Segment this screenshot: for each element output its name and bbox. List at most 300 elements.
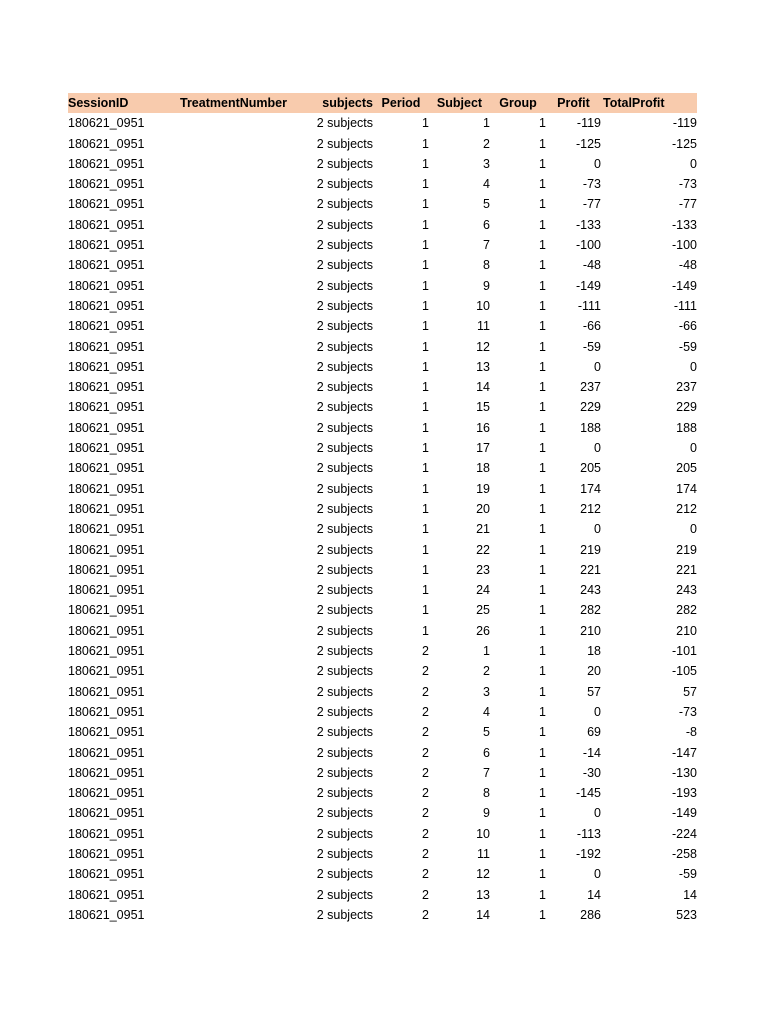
cell-group[interactable]: 1 xyxy=(539,177,546,192)
cell-treatment-number[interactable] xyxy=(179,458,305,478)
cell-period[interactable]: 1 xyxy=(422,501,429,516)
cell-subject[interactable]: 6 xyxy=(483,217,490,232)
cell-treatment-number[interactable] xyxy=(179,864,305,884)
header-period[interactable]: Period xyxy=(381,96,421,110)
cell-group[interactable]: 1 xyxy=(539,887,546,902)
cell-subjects[interactable]: 2 subjects xyxy=(316,846,373,861)
cell-treatment-number[interactable] xyxy=(179,357,305,377)
cell-treatment-number[interactable] xyxy=(179,499,305,519)
cell-treatment-number[interactable] xyxy=(179,235,305,255)
cell-profit[interactable]: -125 xyxy=(575,136,601,151)
header-profit[interactable]: Profit xyxy=(557,96,590,110)
cell-subjects[interactable]: 2 subjects xyxy=(316,644,373,659)
cell-period[interactable]: 1 xyxy=(422,339,429,354)
cell-subjects[interactable]: 2 subjects xyxy=(316,217,373,232)
cell-profit[interactable]: -59 xyxy=(582,339,601,354)
cell-subjects[interactable]: 2 subjects xyxy=(316,116,373,131)
cell-period[interactable]: 2 xyxy=(422,745,429,760)
cell-total-profit[interactable]: 57 xyxy=(683,684,697,699)
cell-subjects[interactable]: 2 subjects xyxy=(316,339,373,354)
cell-group[interactable]: 1 xyxy=(539,380,546,395)
cell-treatment-number[interactable] xyxy=(179,743,305,763)
cell-session-id[interactable]: 180621_0951 xyxy=(68,725,145,740)
cell-session-id[interactable]: 180621_0951 xyxy=(68,603,145,618)
cell-profit[interactable]: -113 xyxy=(576,826,601,841)
cell-period[interactable]: 1 xyxy=(422,298,429,313)
cell-treatment-number[interactable] xyxy=(179,621,305,641)
cell-profit[interactable]: 229 xyxy=(580,400,601,415)
cell-profit[interactable]: 0 xyxy=(594,806,601,821)
cell-period[interactable]: 2 xyxy=(422,664,429,679)
cell-subject[interactable]: 1 xyxy=(483,116,490,131)
cell-subjects[interactable]: 2 subjects xyxy=(316,725,373,740)
cell-total-profit[interactable]: -77 xyxy=(678,197,697,212)
cell-subject[interactable]: 9 xyxy=(483,278,490,293)
cell-group[interactable]: 1 xyxy=(539,400,546,415)
cell-session-id[interactable]: 180621_0951 xyxy=(68,562,145,577)
cell-subject[interactable]: 6 xyxy=(483,745,490,760)
cell-period[interactable]: 1 xyxy=(422,461,429,476)
cell-subjects[interactable]: 2 subjects xyxy=(316,826,373,841)
cell-period[interactable]: 1 xyxy=(422,217,429,232)
header-treatment-number[interactable]: TreatmentNumber xyxy=(180,96,287,110)
cell-subjects[interactable]: 2 subjects xyxy=(316,481,373,496)
cell-group[interactable]: 1 xyxy=(539,684,546,699)
cell-total-profit[interactable]: -224 xyxy=(671,826,697,841)
cell-profit[interactable]: 20 xyxy=(587,664,601,679)
cell-treatment-number[interactable] xyxy=(179,255,305,275)
cell-period[interactable]: 1 xyxy=(422,583,429,598)
cell-subject[interactable]: 1 xyxy=(483,644,490,659)
cell-treatment-number[interactable] xyxy=(179,397,305,417)
cell-profit[interactable]: -77 xyxy=(582,197,601,212)
cell-session-id[interactable]: 180621_0951 xyxy=(68,745,145,760)
cell-treatment-number[interactable] xyxy=(179,763,305,783)
cell-profit[interactable]: -66 xyxy=(582,319,601,334)
cell-period[interactable]: 1 xyxy=(422,441,429,456)
cell-session-id[interactable]: 180621_0951 xyxy=(68,441,145,456)
cell-period[interactable]: 1 xyxy=(422,258,429,273)
cell-profit[interactable]: -145 xyxy=(575,786,601,801)
cell-total-profit[interactable]: -119 xyxy=(672,116,697,131)
cell-group[interactable]: 1 xyxy=(539,644,546,659)
cell-total-profit[interactable]: 229 xyxy=(676,400,697,415)
cell-total-profit[interactable]: 0 xyxy=(690,441,697,456)
cell-session-id[interactable]: 180621_0951 xyxy=(68,684,145,699)
cell-total-profit[interactable]: 0 xyxy=(690,156,697,171)
cell-session-id[interactable]: 180621_0951 xyxy=(68,400,145,415)
cell-subject[interactable]: 4 xyxy=(483,704,490,719)
cell-period[interactable]: 1 xyxy=(422,359,429,374)
cell-treatment-number[interactable] xyxy=(179,337,305,357)
cell-treatment-number[interactable] xyxy=(179,377,305,397)
cell-group[interactable]: 1 xyxy=(539,441,546,456)
cell-group[interactable]: 1 xyxy=(539,745,546,760)
cell-group[interactable]: 1 xyxy=(539,562,546,577)
cell-subject[interactable]: 4 xyxy=(483,177,490,192)
cell-treatment-number[interactable] xyxy=(179,824,305,844)
cell-profit[interactable]: 286 xyxy=(580,907,601,922)
cell-total-profit[interactable]: 282 xyxy=(676,603,697,618)
cell-session-id[interactable]: 180621_0951 xyxy=(68,420,145,435)
cell-period[interactable]: 1 xyxy=(422,623,429,638)
cell-group[interactable]: 1 xyxy=(539,278,546,293)
cell-period[interactable]: 1 xyxy=(422,481,429,496)
cell-profit[interactable]: 0 xyxy=(594,359,601,374)
cell-subject[interactable]: 20 xyxy=(476,501,490,516)
cell-group[interactable]: 1 xyxy=(539,867,546,882)
cell-period[interactable]: 1 xyxy=(422,136,429,151)
cell-subjects[interactable]: 2 subjects xyxy=(316,684,373,699)
cell-treatment-number[interactable] xyxy=(179,905,305,925)
cell-total-profit[interactable]: -111 xyxy=(673,298,697,313)
cell-treatment-number[interactable] xyxy=(179,479,305,499)
cell-profit[interactable]: 0 xyxy=(594,704,601,719)
cell-subject[interactable]: 13 xyxy=(476,887,490,902)
cell-subjects[interactable]: 2 subjects xyxy=(316,745,373,760)
cell-subject[interactable]: 10 xyxy=(476,298,490,313)
cell-group[interactable]: 1 xyxy=(539,826,546,841)
cell-period[interactable]: 1 xyxy=(422,238,429,253)
cell-subject[interactable]: 7 xyxy=(483,238,490,253)
cell-subjects[interactable]: 2 subjects xyxy=(316,136,373,151)
cell-session-id[interactable]: 180621_0951 xyxy=(68,501,145,516)
cell-group[interactable]: 1 xyxy=(539,765,546,780)
cell-subjects[interactable]: 2 subjects xyxy=(316,359,373,374)
cell-subject[interactable]: 12 xyxy=(476,339,490,354)
cell-subjects[interactable]: 2 subjects xyxy=(316,278,373,293)
cell-session-id[interactable]: 180621_0951 xyxy=(68,644,145,659)
cell-period[interactable]: 1 xyxy=(422,603,429,618)
cell-profit[interactable]: 57 xyxy=(587,684,601,699)
cell-treatment-number[interactable] xyxy=(179,580,305,600)
cell-profit[interactable]: 69 xyxy=(587,725,601,740)
cell-period[interactable]: 2 xyxy=(422,725,429,740)
cell-total-profit[interactable]: 174 xyxy=(676,481,697,496)
cell-total-profit[interactable]: 221 xyxy=(676,562,697,577)
cell-period[interactable]: 1 xyxy=(422,197,429,212)
header-subjects[interactable]: subjects xyxy=(322,96,373,110)
cell-subjects[interactable]: 2 subjects xyxy=(316,197,373,212)
cell-session-id[interactable]: 180621_0951 xyxy=(68,156,145,171)
cell-session-id[interactable]: 180621_0951 xyxy=(68,704,145,719)
cell-treatment-number[interactable] xyxy=(179,600,305,620)
cell-group[interactable]: 1 xyxy=(539,664,546,679)
cell-period[interactable]: 2 xyxy=(422,887,429,902)
cell-subjects[interactable]: 2 subjects xyxy=(316,522,373,537)
cell-period[interactable]: 2 xyxy=(422,826,429,841)
cell-subject[interactable]: 5 xyxy=(483,725,490,740)
cell-subjects[interactable]: 2 subjects xyxy=(316,238,373,253)
cell-group[interactable]: 1 xyxy=(539,542,546,557)
cell-profit[interactable]: 0 xyxy=(594,867,601,882)
header-subject[interactable]: Subject xyxy=(436,96,483,110)
cell-profit[interactable]: 282 xyxy=(580,603,601,618)
cell-treatment-number[interactable] xyxy=(179,154,305,174)
cell-subjects[interactable]: 2 subjects xyxy=(316,603,373,618)
cell-total-profit[interactable]: -149 xyxy=(671,278,697,293)
cell-period[interactable]: 2 xyxy=(422,806,429,821)
cell-session-id[interactable]: 180621_0951 xyxy=(68,623,145,638)
cell-profit[interactable]: 0 xyxy=(594,156,601,171)
cell-subjects[interactable]: 2 subjects xyxy=(316,907,373,922)
cell-subjects[interactable]: 2 subjects xyxy=(316,319,373,334)
cell-subject[interactable]: 11 xyxy=(477,846,490,861)
cell-period[interactable]: 2 xyxy=(422,867,429,882)
cell-session-id[interactable]: 180621_0951 xyxy=(68,217,145,232)
cell-subject[interactable]: 3 xyxy=(483,684,490,699)
cell-treatment-number[interactable] xyxy=(179,783,305,803)
cell-profit[interactable]: -14 xyxy=(582,745,601,760)
cell-total-profit[interactable]: 0 xyxy=(690,522,697,537)
cell-subject[interactable]: 18 xyxy=(476,461,490,476)
cell-subjects[interactable]: 2 subjects xyxy=(316,380,373,395)
cell-subjects[interactable]: 2 subjects xyxy=(316,704,373,719)
cell-profit[interactable]: 221 xyxy=(580,562,601,577)
cell-subjects[interactable]: 2 subjects xyxy=(316,867,373,882)
cell-total-profit[interactable]: 212 xyxy=(676,501,697,516)
cell-group[interactable]: 1 xyxy=(539,846,546,861)
cell-treatment-number[interactable] xyxy=(179,641,305,661)
cell-subject[interactable]: 14 xyxy=(476,380,490,395)
cell-group[interactable]: 1 xyxy=(539,806,546,821)
cell-session-id[interactable]: 180621_0951 xyxy=(68,887,145,902)
cell-period[interactable]: 2 xyxy=(422,907,429,922)
header-session-id[interactable]: SessionID xyxy=(68,96,129,110)
cell-period[interactable]: 1 xyxy=(422,116,429,131)
cell-session-id[interactable]: 180621_0951 xyxy=(68,786,145,801)
cell-treatment-number[interactable] xyxy=(179,722,305,742)
cell-session-id[interactable]: 180621_0951 xyxy=(68,116,145,131)
cell-profit[interactable]: 14 xyxy=(587,887,601,902)
cell-period[interactable]: 1 xyxy=(422,420,429,435)
cell-total-profit[interactable]: 0 xyxy=(690,359,697,374)
cell-group[interactable]: 1 xyxy=(539,725,546,740)
cell-subject[interactable]: 26 xyxy=(476,623,490,638)
cell-session-id[interactable]: 180621_0951 xyxy=(68,339,145,354)
cell-treatment-number[interactable] xyxy=(179,885,305,905)
cell-session-id[interactable]: 180621_0951 xyxy=(68,177,145,192)
cell-group[interactable]: 1 xyxy=(539,603,546,618)
cell-subject[interactable]: 19 xyxy=(476,481,490,496)
cell-period[interactable]: 2 xyxy=(422,786,429,801)
cell-subjects[interactable]: 2 subjects xyxy=(316,623,373,638)
cell-profit[interactable]: 219 xyxy=(580,542,601,557)
cell-treatment-number[interactable] xyxy=(179,803,305,823)
cell-total-profit[interactable]: -66 xyxy=(678,319,697,334)
cell-group[interactable]: 1 xyxy=(539,116,546,131)
cell-subject[interactable]: 8 xyxy=(483,258,490,273)
cell-session-id[interactable]: 180621_0951 xyxy=(68,765,145,780)
cell-treatment-number[interactable] xyxy=(179,316,305,336)
cell-subjects[interactable]: 2 subjects xyxy=(316,583,373,598)
cell-profit[interactable]: 210 xyxy=(580,623,601,638)
cell-subjects[interactable]: 2 subjects xyxy=(316,542,373,557)
cell-session-id[interactable]: 180621_0951 xyxy=(68,583,145,598)
cell-subject[interactable]: 2 xyxy=(483,664,490,679)
cell-period[interactable]: 2 xyxy=(422,765,429,780)
cell-treatment-number[interactable] xyxy=(179,113,305,133)
cell-session-id[interactable]: 180621_0951 xyxy=(68,238,145,253)
cell-profit[interactable]: 188 xyxy=(580,420,601,435)
cell-subjects[interactable]: 2 subjects xyxy=(316,258,373,273)
cell-group[interactable]: 1 xyxy=(539,339,546,354)
cell-period[interactable]: 1 xyxy=(422,542,429,557)
cell-subjects[interactable]: 2 subjects xyxy=(316,298,373,313)
cell-period[interactable]: 1 xyxy=(422,400,429,415)
cell-subjects[interactable]: 2 subjects xyxy=(316,420,373,435)
cell-group[interactable]: 1 xyxy=(539,298,546,313)
cell-group[interactable]: 1 xyxy=(539,623,546,638)
cell-session-id[interactable]: 180621_0951 xyxy=(68,298,145,313)
cell-period[interactable]: 1 xyxy=(422,278,429,293)
cell-total-profit[interactable]: 219 xyxy=(676,542,697,557)
cell-profit[interactable]: 0 xyxy=(594,522,601,537)
cell-subject[interactable]: 13 xyxy=(476,359,490,374)
cell-period[interactable]: 1 xyxy=(422,562,429,577)
cell-period[interactable]: 2 xyxy=(422,846,429,861)
cell-total-profit[interactable]: -125 xyxy=(671,136,697,151)
cell-session-id[interactable]: 180621_0951 xyxy=(68,867,145,882)
cell-total-profit[interactable]: 243 xyxy=(676,583,697,598)
cell-total-profit[interactable]: 205 xyxy=(676,461,697,476)
cell-treatment-number[interactable] xyxy=(179,519,305,539)
cell-subject[interactable]: 12 xyxy=(476,867,490,882)
cell-profit[interactable]: 205 xyxy=(580,461,601,476)
cell-treatment-number[interactable] xyxy=(179,134,305,154)
cell-total-profit[interactable]: -147 xyxy=(671,745,697,760)
cell-group[interactable]: 1 xyxy=(539,136,546,151)
cell-group[interactable]: 1 xyxy=(539,258,546,273)
cell-profit[interactable]: 212 xyxy=(580,501,601,516)
cell-subjects[interactable]: 2 subjects xyxy=(316,156,373,171)
cell-group[interactable]: 1 xyxy=(539,461,546,476)
cell-subjects[interactable]: 2 subjects xyxy=(316,562,373,577)
cell-session-id[interactable]: 180621_0951 xyxy=(68,258,145,273)
cell-session-id[interactable]: 180621_0951 xyxy=(68,522,145,537)
cell-subject[interactable]: 2 xyxy=(483,136,490,151)
cell-treatment-number[interactable] xyxy=(179,844,305,864)
cell-total-profit[interactable]: -130 xyxy=(671,765,697,780)
cell-subject[interactable]: 7 xyxy=(483,765,490,780)
cell-profit[interactable]: 243 xyxy=(580,583,601,598)
cell-subject[interactable]: 23 xyxy=(476,562,490,577)
cell-treatment-number[interactable] xyxy=(179,702,305,722)
cell-group[interactable]: 1 xyxy=(539,704,546,719)
cell-total-profit[interactable]: -8 xyxy=(685,725,697,740)
cell-treatment-number[interactable] xyxy=(179,682,305,702)
cell-treatment-number[interactable] xyxy=(179,194,305,214)
cell-session-id[interactable]: 180621_0951 xyxy=(68,664,145,679)
cell-subject[interactable]: 21 xyxy=(476,522,490,537)
cell-total-profit[interactable]: 210 xyxy=(676,623,697,638)
cell-subject[interactable]: 10 xyxy=(476,826,490,841)
header-total-profit[interactable]: TotalProfit xyxy=(603,96,665,110)
cell-subjects[interactable]: 2 subjects xyxy=(316,441,373,456)
cell-group[interactable]: 1 xyxy=(539,156,546,171)
cell-total-profit[interactable]: 523 xyxy=(676,907,697,922)
cell-subjects[interactable]: 2 subjects xyxy=(316,664,373,679)
cell-subject[interactable]: 8 xyxy=(483,786,490,801)
cell-group[interactable]: 1 xyxy=(539,522,546,537)
cell-subject[interactable]: 11 xyxy=(477,319,490,334)
cell-session-id[interactable]: 180621_0951 xyxy=(68,359,145,374)
cell-session-id[interactable]: 180621_0951 xyxy=(68,806,145,821)
cell-treatment-number[interactable] xyxy=(179,296,305,316)
cell-total-profit[interactable]: -149 xyxy=(671,806,697,821)
cell-profit[interactable]: -30 xyxy=(582,765,601,780)
cell-subject[interactable]: 25 xyxy=(476,603,490,618)
header-group[interactable]: Group xyxy=(499,96,537,110)
cell-session-id[interactable]: 180621_0951 xyxy=(68,826,145,841)
cell-total-profit[interactable]: 188 xyxy=(676,420,697,435)
cell-group[interactable]: 1 xyxy=(539,583,546,598)
cell-treatment-number[interactable] xyxy=(179,215,305,235)
cell-group[interactable]: 1 xyxy=(539,217,546,232)
cell-period[interactable]: 2 xyxy=(422,704,429,719)
cell-group[interactable]: 1 xyxy=(539,907,546,922)
cell-subjects[interactable]: 2 subjects xyxy=(316,786,373,801)
cell-period[interactable]: 1 xyxy=(422,177,429,192)
cell-profit[interactable]: 174 xyxy=(580,481,601,496)
cell-treatment-number[interactable] xyxy=(179,418,305,438)
cell-group[interactable]: 1 xyxy=(539,238,546,253)
cell-subjects[interactable]: 2 subjects xyxy=(316,806,373,821)
cell-group[interactable]: 1 xyxy=(539,786,546,801)
cell-total-profit[interactable]: -73 xyxy=(678,704,697,719)
cell-subject[interactable]: 22 xyxy=(476,542,490,557)
cell-treatment-number[interactable] xyxy=(179,276,305,296)
cell-total-profit[interactable]: -59 xyxy=(678,867,697,882)
cell-total-profit[interactable]: -101 xyxy=(671,644,697,659)
cell-treatment-number[interactable] xyxy=(179,540,305,560)
cell-session-id[interactable]: 180621_0951 xyxy=(68,461,145,476)
cell-subject[interactable]: 3 xyxy=(483,156,490,171)
cell-total-profit[interactable]: -105 xyxy=(671,664,697,679)
cell-group[interactable]: 1 xyxy=(539,359,546,374)
cell-total-profit[interactable]: -100 xyxy=(671,238,697,253)
cell-session-id[interactable]: 180621_0951 xyxy=(68,481,145,496)
cell-profit[interactable]: -73 xyxy=(582,177,601,192)
cell-group[interactable]: 1 xyxy=(539,319,546,334)
cell-period[interactable]: 2 xyxy=(422,684,429,699)
cell-profit[interactable]: -48 xyxy=(582,258,601,273)
cell-subjects[interactable]: 2 subjects xyxy=(316,177,373,192)
cell-subject[interactable]: 15 xyxy=(476,400,490,415)
cell-subject[interactable]: 16 xyxy=(476,420,490,435)
cell-subjects[interactable]: 2 subjects xyxy=(316,765,373,780)
cell-period[interactable]: 1 xyxy=(422,522,429,537)
cell-treatment-number[interactable] xyxy=(179,438,305,458)
cell-profit[interactable]: -100 xyxy=(575,238,601,253)
cell-total-profit[interactable]: -48 xyxy=(678,258,697,273)
cell-session-id[interactable]: 180621_0951 xyxy=(68,542,145,557)
cell-profit[interactable]: -119 xyxy=(576,116,601,131)
cell-subject[interactable]: 17 xyxy=(476,441,490,456)
cell-treatment-number[interactable] xyxy=(179,661,305,681)
cell-profit[interactable]: -111 xyxy=(577,298,601,313)
cell-subjects[interactable]: 2 subjects xyxy=(316,400,373,415)
cell-session-id[interactable]: 180621_0951 xyxy=(68,197,145,212)
cell-subjects[interactable]: 2 subjects xyxy=(316,461,373,476)
cell-period[interactable]: 1 xyxy=(422,156,429,171)
cell-session-id[interactable]: 180621_0951 xyxy=(68,319,145,334)
cell-total-profit[interactable]: 237 xyxy=(676,380,697,395)
cell-profit[interactable]: -192 xyxy=(575,846,601,861)
cell-profit[interactable]: 237 xyxy=(580,380,601,395)
cell-treatment-number[interactable] xyxy=(179,560,305,580)
cell-session-id[interactable]: 180621_0951 xyxy=(68,846,145,861)
